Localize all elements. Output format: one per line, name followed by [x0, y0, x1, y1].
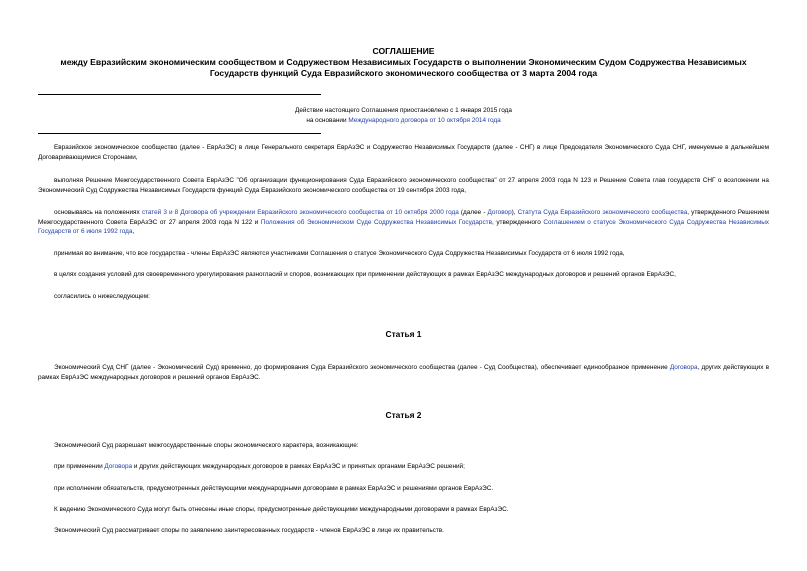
article-2-text-1: Экономический Суд разрешает межгосударственные споры экономического характера, возникающие: — [54, 442, 359, 449]
economic-court-regulation-link[interactable]: Положения об Экономическом Суде Содружества Независимых Государств — [260, 218, 492, 226]
document-title — [30, 46, 777, 79]
preamble-paragraph-3 — [38, 208, 769, 237]
separator-line-top — [38, 94, 321, 95]
article-2-paragraph-4 — [38, 505, 769, 515]
p3-text-d: , утвержденного Решением Межгосударственного Совета ЕврАзЭС от 27 апреля 2003 года N 122 и — [38, 209, 769, 226]
international-treaty-link[interactable]: Международного договора от 10 октября 2014 года — [348, 117, 501, 124]
p3-text-a: основываясь на положениях — [54, 209, 142, 216]
article-1-text-b: , других действующих в рамках ЕврАзЭС международных договоров и решений органов ЕврАзЭС. — [38, 364, 769, 381]
article-1-text-a: Экономический Суд СНГ (далее - Экономический Суд) временно, до формирования Суда Евразийского экономического сообщества (далее - Суд Сообщества), обеспечивает единообразное применение — [54, 364, 670, 371]
article-2-text-5: Экономический Суд рассматривает споры по заявлению заинтересованных государств - членов ЕврАзЭС в лице их правительств. — [54, 527, 444, 534]
article-1-heading: Статья 1 — [385, 329, 422, 339]
preamble-text-5: в целях создания условий для своевременного урегулирования разногласий и споров, возникающих при применении действующих в рамках ЕврАзЭС международных договоров и решений органов ЕврАзЭС, — [54, 271, 676, 278]
article-2-text-2b: и других действующих международных договоров в рамках ЕврАзЭС и принятых органами ЕврАзЭС решений; — [132, 463, 465, 470]
suspension-notice — [30, 106, 777, 126]
article-1-treaty-link[interactable]: Договора — [669, 364, 698, 371]
article-2-paragraph-2 — [38, 462, 769, 472]
p3-text-c: ), — [511, 209, 518, 216]
article-2-paragraph-1 — [38, 441, 769, 451]
p3-text-b: (далее - — [458, 209, 488, 216]
title-line-3: Государств функций Суда Евразийского экономического сообщества от 3 марта 2004 года — [209, 68, 598, 78]
article-2-treaty-link[interactable]: Договора — [104, 463, 133, 470]
article-2-paragraph-5 — [38, 526, 769, 536]
preamble-paragraph-1 — [38, 143, 769, 162]
title-line-2: между Евразийским экономическим сообществом и Содружеством Независимых Государств о выполнении Экономическим Судом Содружества Независимых — [60, 57, 747, 67]
treaty-articles-link[interactable]: статей 3 и 8 Договора об учреждении Евразийского экономического сообщества от 10 октября 2000 года — [141, 209, 459, 216]
preamble-text-4: принимая во внимание, что все государства - члены ЕврАзЭС являются участниками Соглашения о статусе Экономического Суда Содружества Независимых Государств от 6 июля 1992 года, — [54, 250, 625, 257]
preamble-paragraph-2 — [38, 176, 769, 195]
article-2-text-4: К ведению Экономического Суда могут быть отнесены иные споры, предусмотренные действующими международными договорами в рамках ЕврАзЭС. — [54, 506, 509, 513]
article-2-text-3: при исполнении обязательств, предусмотренных действующими международными договорами в рамках ЕврАзЭС и решениями органов ЕврАзЭС. — [54, 485, 494, 492]
article-2-paragraph-3 — [38, 484, 769, 494]
preamble-paragraph-4 — [38, 249, 769, 259]
article-2-text-2a: при применении — [54, 463, 105, 470]
article-2-heading: Статья 2 — [385, 410, 422, 420]
notice-line-1: Действие настоящего Соглашения приостановлено с 1 января 2015 года — [295, 107, 512, 114]
notice-line-2 — [30, 116, 777, 126]
article-1-paragraph — [38, 363, 769, 382]
preamble-text-6: согласились о нижеследующем: — [54, 293, 150, 300]
treaty-link[interactable]: Договор — [487, 209, 512, 216]
preamble-paragraph-5 — [38, 270, 769, 280]
notice-prefix: на основании — [306, 117, 349, 124]
p3-text-f: , — [132, 228, 135, 236]
p3-text-e: , утвержденного — [491, 218, 544, 226]
preamble-text-1: Евразийское экономическое сообщество (далее - ЕврАзЭС) в лице Генерального секретаря ЕврАзЭС и Содружество Независимых Государств (далее - СНГ) в лице Председателя Экономического Суда СНГ, именуемые в дальнейшем Договаривающимися Сторонами, — [38, 144, 769, 161]
status-agreement-link[interactable]: Соглашением о статусе Экономического Суда Содружества Независимых Государств от 6 июля 1992 года — [38, 218, 769, 236]
separator-line-bottom — [38, 133, 321, 134]
preamble-paragraph-6 — [38, 292, 769, 302]
preamble-text-2: выполняя Решение Межгосударственного Совета ЕврАзЭС "Об организации функционирования Суда Евразийского экономического сообщества" от 27 апреля 2003 года N 123 и Решение Совета глав государств СНГ о возложении на Экономический Суд Содружества Независимых Государств функций Суда Евразийского экономического сообщества от 19 сентября 2003 года, — [38, 177, 769, 194]
title-line-1: СОГЛАШЕНИЕ — [372, 46, 435, 56]
court-statute-link[interactable]: Статута Суда Евразийского экономического сообщества — [517, 209, 688, 216]
